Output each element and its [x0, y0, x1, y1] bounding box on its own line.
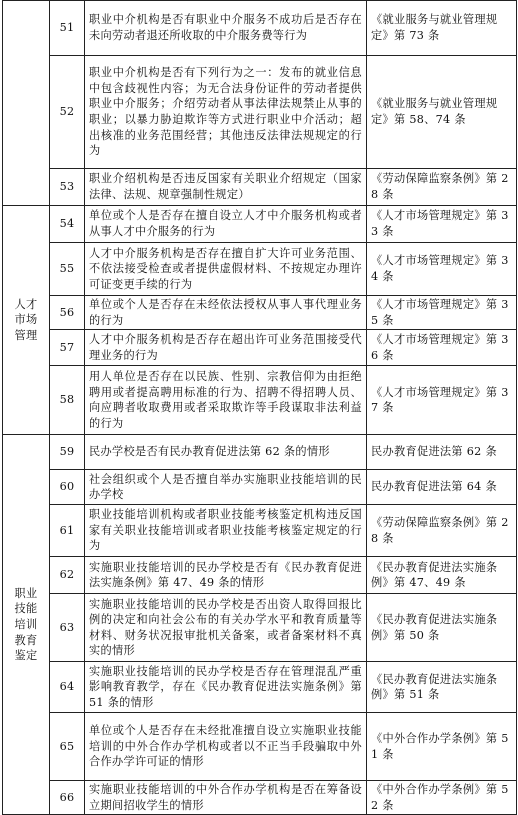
category-cell-talent-market [3, 206, 50, 435]
inspection-item: 单位或个人是否存在擅自设立人才中介服务机构或者从事人才中介服务的行为 [85, 206, 367, 243]
legal-basis: 《人才市场管理规定》第 35 条 [367, 296, 517, 330]
legal-basis: 《中外合作办学条例》第 51 条 [367, 713, 517, 781]
legal-basis: 《人才市场管理规定》第 36 条 [367, 330, 517, 366]
table-row [3, 505, 517, 557]
inspection-item: 职业中介机构是否有职业中介服务不成功后是否存在未向劳动者退还所收取的中介服务费等行为 [85, 1, 367, 56]
inspection-item: 实施职业技能培训的民办学校是否出资人取得回报比例的决定和向社会公布的有关办学水平和教育质量等材料、财务状况报审批机关备案，或者备案材料不真实的情形 [85, 594, 367, 662]
table-row [3, 296, 517, 330]
row-number: 61 [50, 505, 85, 557]
category-label-line: 教育 [14, 633, 38, 647]
category-label-line: 市场 [14, 313, 38, 327]
legal-basis: 《就业服务与就业管理规定》第 58、74 条 [367, 56, 517, 169]
inspection-item: 实施职业技能培训的民办学校是否有《民办教育促进法实施条例》第 47、49 条的情形 [85, 557, 367, 594]
row-number: 59 [50, 435, 85, 470]
category-cell-blank [3, 1, 50, 206]
legal-basis: 《劳动保障监察条例》第 28 条 [367, 169, 517, 206]
table-row [3, 1, 517, 56]
row-number: 58 [50, 366, 85, 435]
row-number: 56 [50, 296, 85, 330]
inspection-item: 单位或个人是否存在未经批准擅自设立实施职业技能培训的中外合作办学机构或者以不正当手段骗取中外合作办学许可证的情形 [85, 713, 367, 781]
inspection-item: 职业技能培训机构或者职业技能考核鉴定机构违反国家有关职业技能培训或者职业技能考核鉴定规定的行为 [85, 505, 367, 557]
row-number: 55 [50, 243, 85, 296]
table-row [3, 470, 517, 505]
legal-basis: 《中外合作办学条例》第 52 条 [367, 781, 517, 815]
row-number: 63 [50, 594, 85, 662]
category-label-line: 管理 [14, 328, 38, 342]
inspection-item: 人才中介服务机构是否存在擅自扩大许可业务范围、不依法接受检查或者提供虚假材料、不按规定办理许可证变更手续的行为 [85, 243, 367, 296]
category-label-line: 技能 [14, 602, 38, 616]
legal-basis: 《人才市场管理规定》第 37 条 [367, 366, 517, 435]
row-number: 60 [50, 470, 85, 505]
category-label-line: 职业 [14, 586, 38, 600]
category-label-line: 培训 [14, 617, 38, 631]
inspection-item: 单位或个人是否存在未经依法授权从事人事代理业务的行为 [85, 296, 367, 330]
inspection-item: 民办学校是否有民办教育促进法第 62 条的情形 [85, 435, 367, 470]
table-row [3, 206, 517, 243]
inspection-item: 实施职业技能培训的中外合作办学机构是否在筹备设立期间招收学生的情形 [85, 781, 367, 815]
legal-basis: 《民办教育促进法实施条例》第 50 条 [367, 594, 517, 662]
row-number: 65 [50, 713, 85, 781]
table-row [3, 56, 517, 169]
inspection-item: 职业介绍机构是否违反国家有关职业介绍规定（国家法律、法规、规章强制性规定） [85, 169, 367, 206]
legal-basis: 《就业服务与就业管理规定》第 73 条 [367, 1, 517, 56]
legal-basis: 《人才市场管理规定》第 33 条 [367, 206, 517, 243]
table-row [3, 169, 517, 206]
category-label-line: 人才 [14, 297, 38, 311]
table-row [3, 366, 517, 435]
table-row [3, 594, 517, 662]
table-row [3, 662, 517, 713]
table-row [3, 713, 517, 781]
table-row [3, 243, 517, 296]
row-number: 52 [50, 56, 85, 169]
row-number: 54 [50, 206, 85, 243]
row-number: 51 [50, 1, 85, 56]
category-label-line: 鉴定 [14, 649, 38, 663]
row-number: 57 [50, 330, 85, 366]
legal-basis: 民办教育促进法第 62 条 [367, 435, 517, 470]
row-number: 53 [50, 169, 85, 206]
legal-basis: 《劳动保障监察条例》第 28 条 [367, 505, 517, 557]
table-row [3, 557, 517, 594]
legal-basis: 《人才市场管理规定》第 34 条 [367, 243, 517, 296]
inspection-item: 职业中介机构是否有下列行为之一：发布的就业信息中包含歧视性内容；为无合法身份证件的劳动者提供职业中介服务；介绍劳动者从事法律法规禁止从事的职业；以暴力胁迫欺诈等方式进行职业中介活动；超出核准的业务范围经营；其他违反法律法规规定的行为 [85, 56, 367, 169]
legal-basis: 民办教育促进法第 64 条 [367, 470, 517, 505]
category-cell-vocational-training [3, 435, 50, 815]
inspection-item: 用人单位是否存在以民族、性别、宗教信仰为由拒绝聘用或者提高聘用标准的行为、招聘不得招聘人员、向应聘者收取费用或者采取欺诈等手段谋取非法利益的行为 [85, 366, 367, 435]
table-row [3, 330, 517, 366]
regulation-table [2, 0, 517, 815]
inspection-item: 实施职业技能培训的民办学校是否存在管理混乱严重影响教育教学，存在《民办教育促进法实施条例》第 51 条的情形 [85, 662, 367, 713]
inspection-item: 人才中介服务机构是否存在超出许可业务范围接受代理业务的行为 [85, 330, 367, 366]
inspection-item: 社会组织或个人是否擅自举办实施职业技能培训的民办学校 [85, 470, 367, 505]
row-number: 66 [50, 781, 85, 815]
legal-basis: 《民办教育促进法实施条例》第 51 条 [367, 662, 517, 713]
row-number: 64 [50, 662, 85, 713]
table-row [3, 781, 517, 815]
legal-basis: 《民办教育促进法实施条例》第 47、49 条 [367, 557, 517, 594]
table-row [3, 435, 517, 470]
row-number: 62 [50, 557, 85, 594]
